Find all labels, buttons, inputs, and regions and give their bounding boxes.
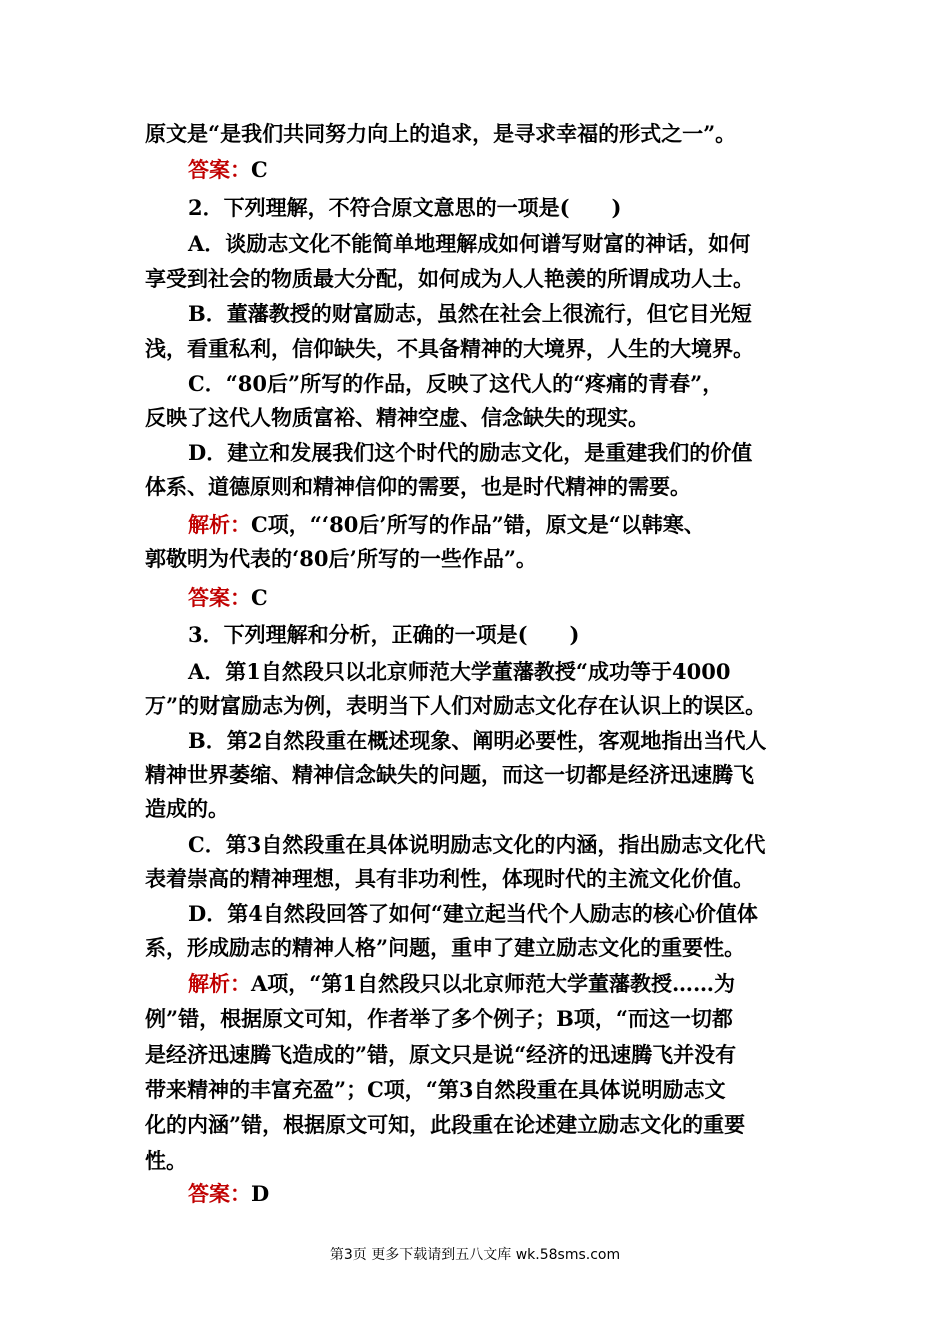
page-footer: 第3页 更多下载请到五八文库 wk.58sms.com	[329, 1247, 621, 1263]
question-2: 2．下列理解，不符合原文意思的一项是( )	[188, 195, 622, 220]
text-line: 体系、道德原则和精神信仰的需要，也是时代精神的需要。	[145, 474, 691, 499]
answer-value: C	[251, 585, 268, 610]
answer-value: D	[251, 1181, 270, 1206]
option-line: C．“80后”所写的作品，反映了这代人的“疼痛的青春”，	[188, 371, 724, 396]
analysis-line	[188, 510, 810, 540]
text-line: 郭敬明为代表的‘80后’所写的一些作品”。	[145, 546, 537, 571]
answer-label: 答案：	[188, 585, 251, 610]
text-line: 原文是“是我们共同努力向上的追求，是寻求幸福的形式之一”。	[145, 121, 737, 146]
option-line: B．第2自然段重在概述现象、阐明必要性，客观地指出当代人	[188, 728, 767, 753]
text-line: 浅，看重私利，信仰缺失，不具备精神的大境界，人生的大境界。	[145, 336, 754, 361]
question-3: 3．下列理解和分析，正确的一项是( )	[188, 622, 580, 647]
text-line: 化的内涵”错，根据原文可知，此段重在论述建立励志文化的重要	[145, 1112, 746, 1137]
option-line: A．第1自然段只以北京师范大学董藩教授“成功等于4000	[188, 659, 731, 684]
option-line: D．第4自然段回答了如何“建立起当代个人励志的核心价值体	[188, 901, 758, 926]
text-line: 精神世界萎缩、精神信念缺失的问题，而这一切都是经济迅速腾飞	[145, 762, 754, 787]
analysis-label: 解析：	[188, 512, 251, 537]
option-line: D．建立和发展我们这个时代的励志文化，是重建我们的价值	[188, 440, 753, 465]
answer-label: 答案：	[188, 1181, 251, 1206]
text-line: 带来精神的丰富充盈”；C项，“第3自然段重在具体说明励志文	[145, 1077, 726, 1102]
answer-line	[188, 155, 810, 185]
text-line: 性。	[145, 1148, 187, 1173]
answer-value: C	[251, 157, 268, 182]
analysis-label: 解析：	[188, 971, 251, 996]
option-line: B．董藩教授的财富励志，虽然在社会上很流行，但它目光短	[188, 301, 752, 326]
analysis-line	[188, 969, 810, 999]
text-line: 造成的。	[145, 796, 229, 821]
text-line: 表着崇高的精神理想，具有非功利性，体现时代的主流文化价值。	[145, 866, 754, 891]
option-line: C．第3自然段重在具体说明励志文化的内涵，指出励志文化代	[188, 832, 766, 857]
analysis-text: C项，“‘80后’所写的作品”错，原文是“以韩寒、	[251, 512, 705, 537]
answer-label: 答案：	[188, 157, 251, 182]
text-line: 例”错，根据原文可知，作者举了多个例子；B项，“而这一切都	[145, 1006, 733, 1031]
answer-line	[188, 583, 810, 613]
option-line: A．谈励志文化不能简单地理解成如何谱写财富的神话，如何	[188, 231, 751, 256]
text-line: 享受到社会的物质最大分配，如何成为人人艳羡的所谓成功人士。	[145, 266, 754, 291]
text-line: 是经济迅速腾飞造成的”错，原文只是说“经济的迅速腾飞并没有	[145, 1042, 737, 1067]
text-line: 万”的财富励志为例，表明当下人们对励志文化存在认识上的误区。	[145, 693, 767, 718]
text-line: 系，形成励志的精神人格”问题，重申了建立励志文化的重要性。	[145, 935, 746, 960]
answer-line	[188, 1179, 810, 1209]
analysis-text: A项，“第1自然段只以北京师范大学董藩教授……为	[251, 971, 735, 996]
text-line: 反映了这代人物质富裕、精神空虚、信念缺失的现实。	[145, 405, 649, 430]
